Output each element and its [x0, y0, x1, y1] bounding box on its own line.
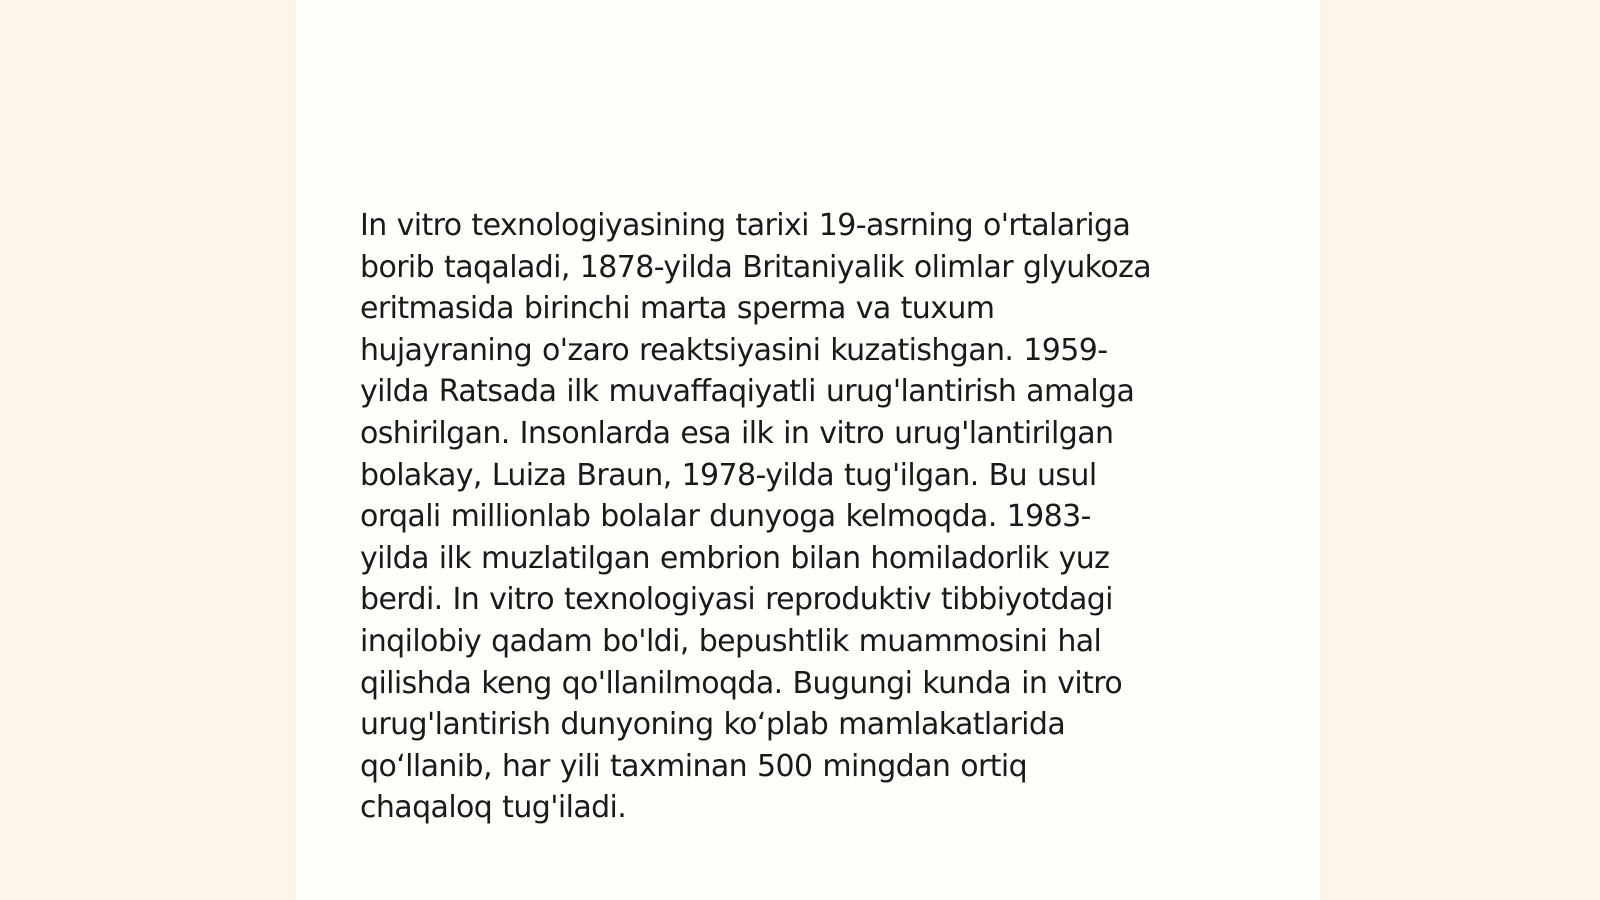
body-paragraph: In vitro texnologiyasining tarixi 19-asrning o'rtalariga borib taqaladi, 1878-yilda Britaniyalik olimlar glyukoza eritmasida birinchi marta sperma va tuxum hujayraning o'zaro reaktsiyasini kuzatishgan. 1959- yilda Ratsada ilk muvaffaqiyatli urug'lantirish amalga oshirilgan. Insonlarda esa ilk in vitro urug'lantirilgan bolakay, Luiza Braun, 1978-yilda tug'ilgan. Bu usul orqali millionlab bolalar dunyoga kelmoqda. 1983- yilda ilk muzlatilgan embrion bilan homiladorlik yuz berdi. In vitro texnologiyasi reproduktiv tibbiyotdagi inqilobiy qadam bo'ldi, bepushtlik muammosini hal qilishda keng qo'llanilmoqda. Bugungi kunda in vitro urug'lantirish dunyoning ko‘plab mamlakatlarida qo‘llanib, har yili taxminan 500 mingdan ortiq chaqaloq tug'iladi.: [360, 208, 1152, 826]
document-page: [296, 0, 1320, 900]
